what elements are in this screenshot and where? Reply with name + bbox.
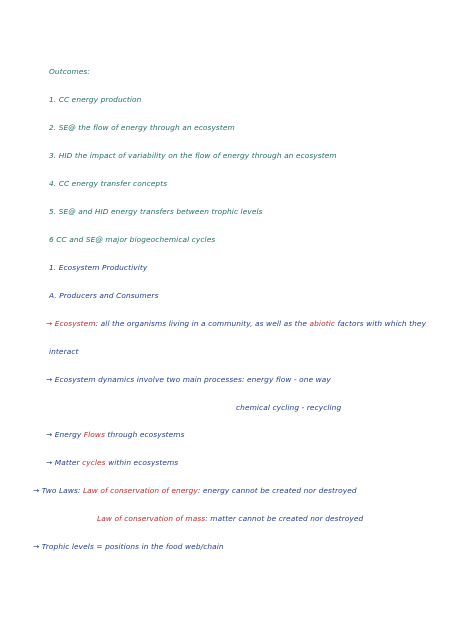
ecosystem-definition [46, 319, 426, 328]
dynamics-line: → Ecosystem dynamics involve two main processes: energy flow - one way [46, 375, 331, 384]
trophic-line: → Trophic levels = positions in the food web/chain [33, 542, 224, 551]
outcomes-heading: Outcomes: [49, 67, 90, 76]
two-laws-c: : energy cannot be created nor destroyed [197, 486, 357, 495]
two-laws-a: → Two Laws: [33, 486, 83, 495]
flows-term: Flows [83, 430, 106, 439]
cycles-term: cycles [82, 458, 106, 467]
abiotic-term: abiotic [309, 319, 336, 328]
matter-c: within ecosystems [105, 458, 179, 467]
outcome-2: 2. SE@ the flow of energy through an ecosystem [49, 123, 235, 132]
energy-flows-a: → Energy [46, 430, 84, 439]
law-mass-def: : matter cannot be created nor destroyed [205, 514, 364, 523]
matter-cycles-line [46, 458, 178, 467]
energy-flows-c: through ecosystems [105, 430, 185, 439]
outcome-6: 6 CC and SE@ major biogeochemical cycles [49, 235, 216, 244]
dynamics-cont: chemical cycling - recycling [236, 403, 342, 412]
ecosystem-term: Ecosystem [54, 319, 96, 328]
energy-flows-line [46, 430, 185, 439]
matter-a: → Matter [46, 458, 83, 467]
section-1-heading: 1. Ecosystem Productivity [49, 263, 148, 272]
law-mass-line [97, 514, 363, 523]
two-laws-line [33, 486, 357, 495]
ecosystem-def-b: factors with which they [335, 319, 427, 328]
outcome-1: 1. CC energy production [49, 95, 142, 104]
arrow-bullet: → [46, 319, 53, 328]
section-a-heading: A. Producers and Consumers [49, 291, 159, 300]
ecosystem-def-cont: interact [49, 347, 79, 356]
law-energy-term: Law of conservation of energy [82, 486, 198, 495]
law-mass-term: Law of conservation of mass [97, 514, 206, 523]
ecosystem-def-a: : all the organisms living in a community, as well as the [95, 319, 310, 328]
outcome-4: 4. CC energy transfer concepts [49, 179, 168, 188]
outcome-5: 5. SE@ and HID energy transfers between trophic levels [49, 207, 263, 216]
outcome-3: 3. HID the impact of variability on the flow of energy through an ecosystem [49, 151, 337, 160]
